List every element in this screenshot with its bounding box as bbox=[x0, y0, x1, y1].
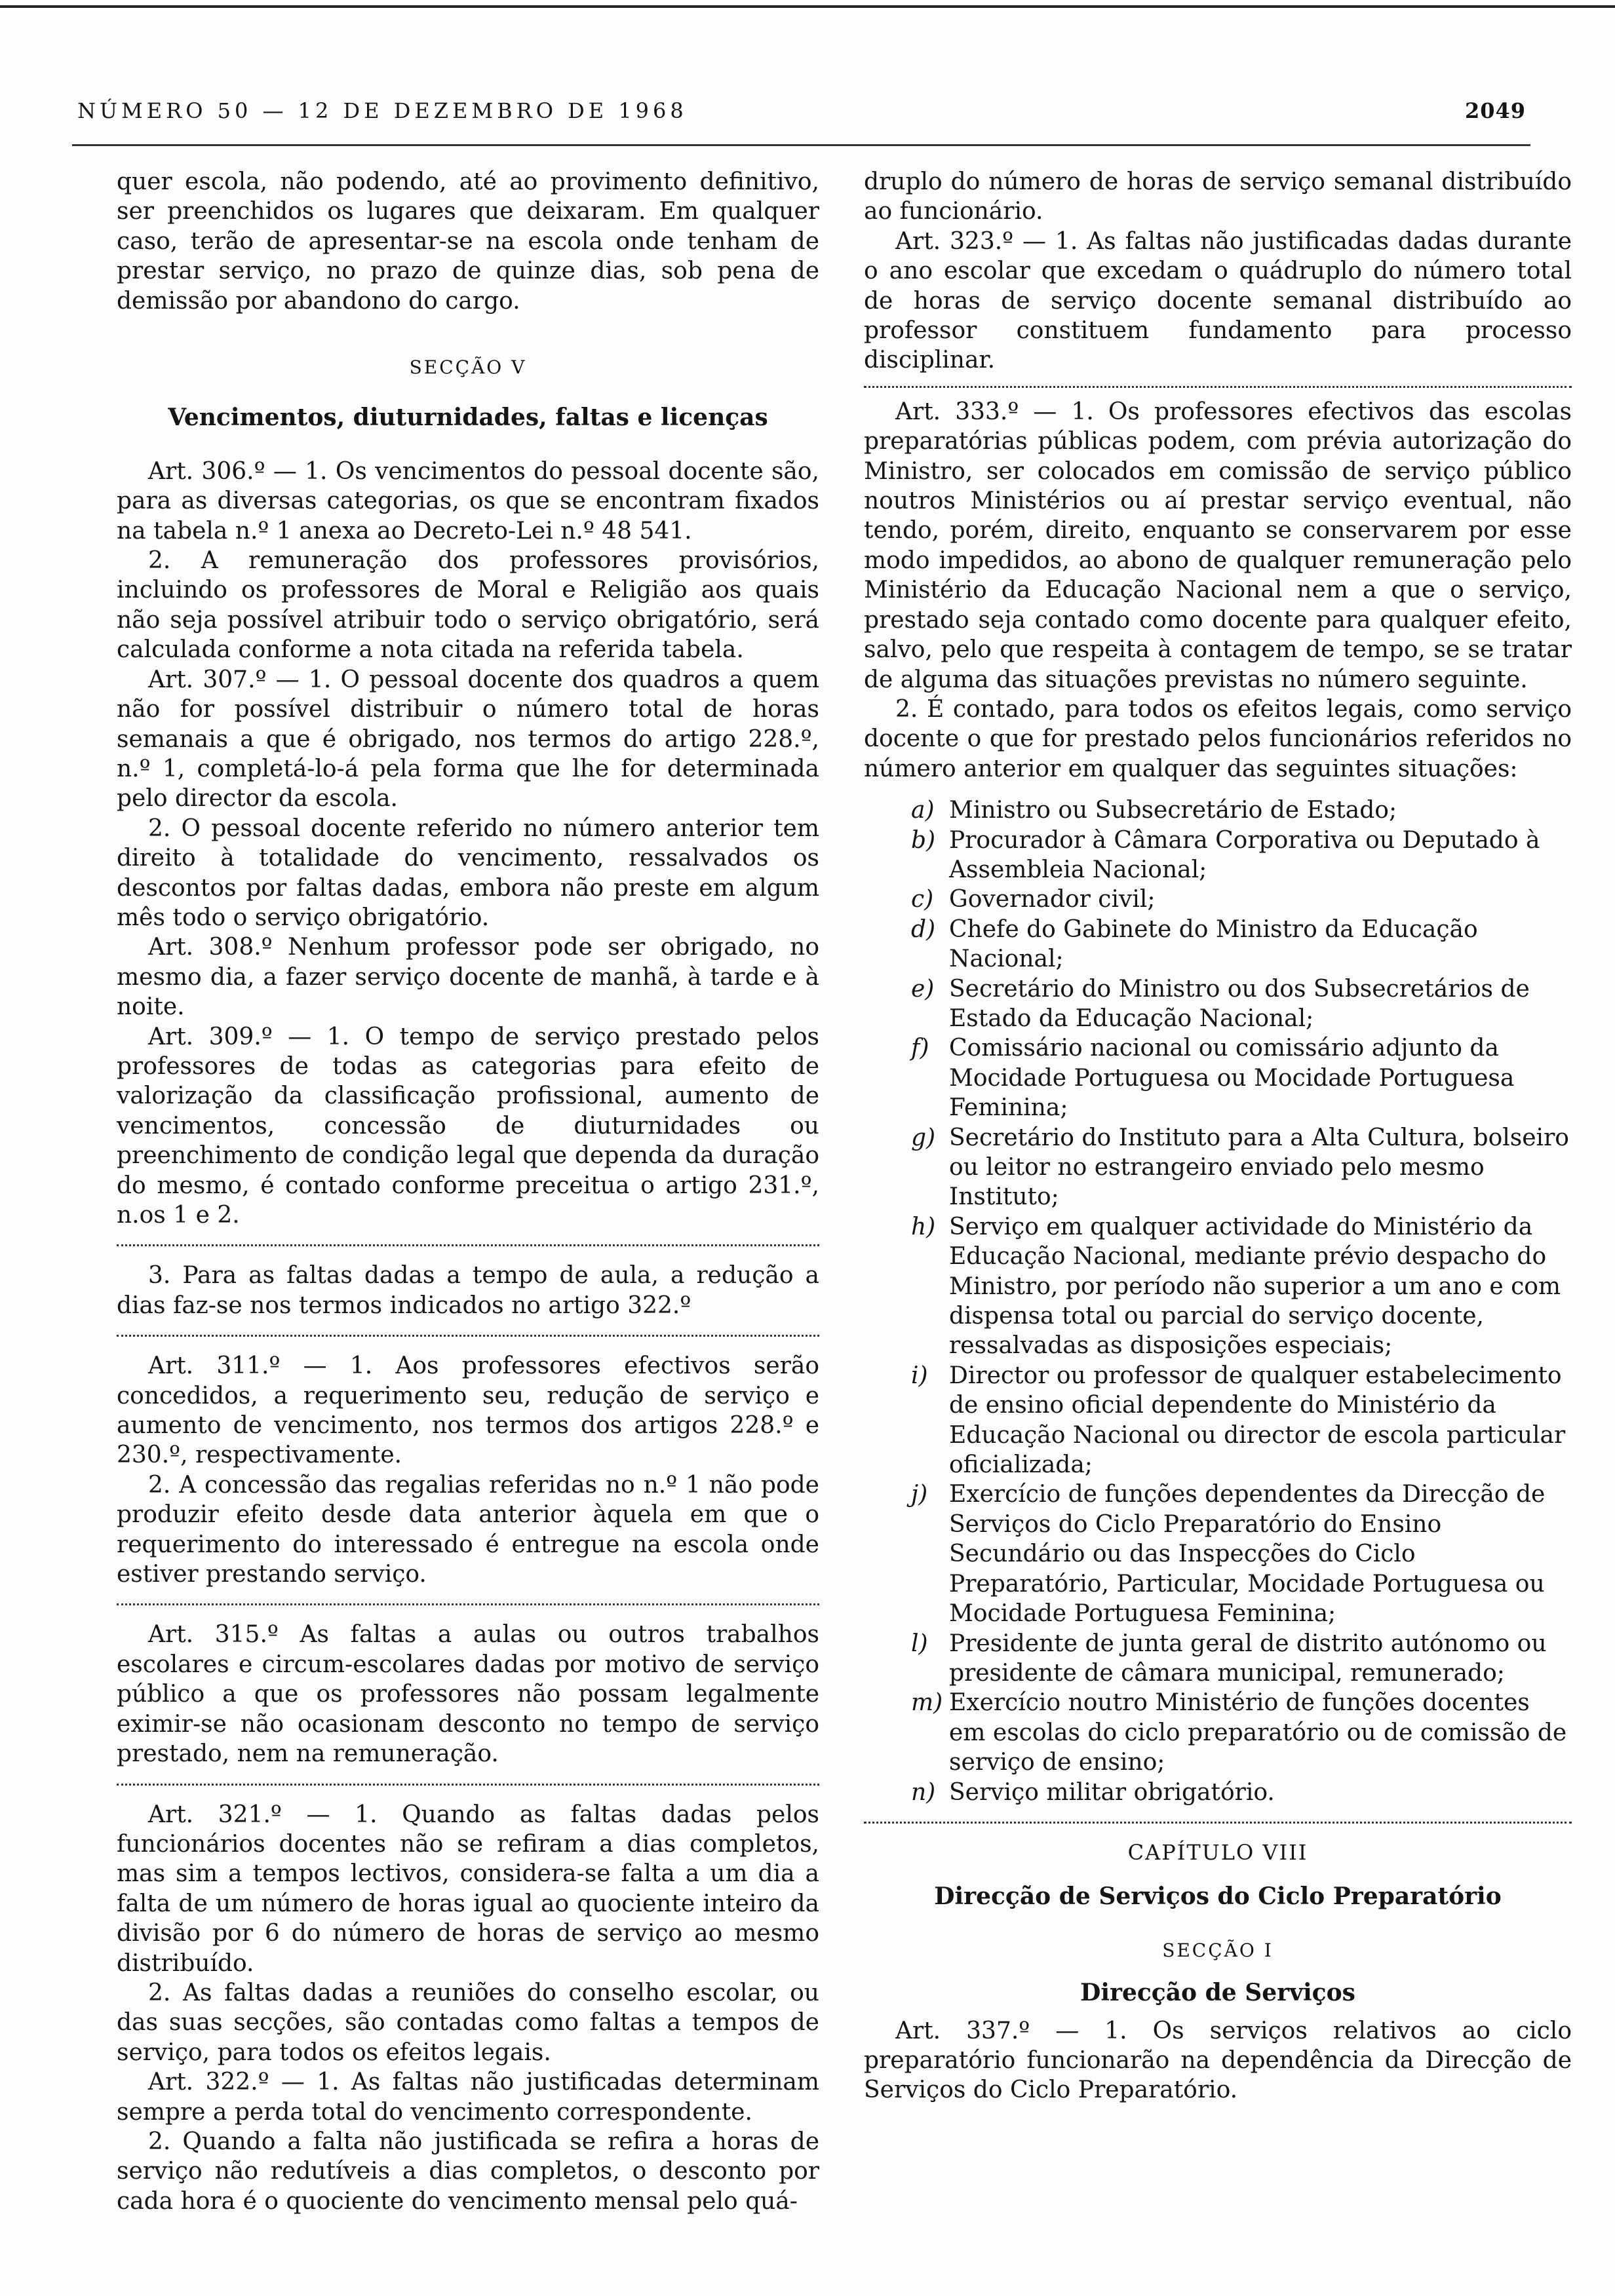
list-item: b) Procurador à Câmara Corporativa ou Deputado à Assembleia Nacional; bbox=[911, 826, 1540, 883]
list-item: l) Presidente de junta geral de distrito autónomo ou presidente de câmara municipal, remunerado; bbox=[911, 1630, 1547, 1687]
paragraph: 2. A concessão das regalias referidas no n.º 1 não pode produzir efeito desde data anterior àquela em que o requerimento do interessado é entregue na escola onde estiver prestando serviço. bbox=[117, 1471, 819, 1588]
page-number: 2049 bbox=[1464, 98, 1526, 123]
list-item: i) Director ou professor de qualquer estabelecimento de ensino oficial dependente do Ministério da Educação Nacional ou director de escola particular oficializada; bbox=[911, 1362, 1566, 1479]
list-item: g) Secretário do Instituto para a Alta Cultura, bolseiro ou leitor no estrangeiro enviado pelo mesmo Instituto; bbox=[911, 1124, 1569, 1211]
paragraph: 2. É contado, para todos os efeitos legais, como serviço docente o que for prestado pelos funcionários referidos no número anterior em qualquer das seguintes situações: bbox=[864, 695, 1572, 782]
header-rule bbox=[72, 144, 1530, 146]
section-heading: Vencimentos, diuturnidades, faltas e licenças bbox=[168, 404, 768, 432]
paragraph: 2. As faltas dadas a reuniões do conselho escolar, ou das suas secções, são contadas como faltas a tempos de serviço, para todos os efeitos legais. bbox=[117, 1979, 819, 2066]
paragraph: Art. 309.º — 1. O tempo de serviço prestado pelos professores de todas as categorias para efeito de valorização da classificação profissional, aumento de vencimentos, concessão de diuturnidades ou preenchimento de condição legal que dependa da duração do mesmo, é contado conforme preceitua o artigo 231.º, n.os 1 e 2. bbox=[117, 1023, 819, 1229]
paragraph: quer escola, não podendo, até ao provimento definitivo, ser preenchidos os lugares que deixaram. Em qualquer caso, terão de apresentar-se na escola onde tenham de prestar serviço, no prazo de quinze dias, sob pena de demissão por abandono do cargo. bbox=[117, 168, 819, 315]
paragraph: 2. O pessoal docente referido no número anterior tem direito à totalidade do vencimento, ressalvados os descontos por faltas dadas, embora não preste em algum mês todo o serviço obrigatório. bbox=[117, 814, 819, 931]
list-item: m) Exercício noutro Ministério de funções docentes em escolas do ciclo preparatório ou de comissão de serviço de ensino; bbox=[911, 1689, 1567, 1776]
dotted-separator bbox=[117, 1238, 819, 1246]
list-item: f) Comissário nacional ou comissário adjunto da Mocidade Portuguesa ou Mocidade Portuguesa Feminina; bbox=[911, 1035, 1515, 1122]
paragraph: 2. Quando a falta não justificada se refira a horas de serviço não redutíveis a dias completos, o desconto por cada hora é o quociente do vencimento mensal pelo quá- bbox=[117, 2128, 819, 2215]
paragraph: Art. 337.º — 1. Os serviços relativos ao ciclo preparatório funcionarão na dependência da Direcção de Serviços do Ciclo Preparatório. bbox=[864, 2017, 1572, 2104]
section-label: SECÇÃO V bbox=[409, 356, 527, 379]
alinea-list bbox=[864, 795, 1572, 1807]
header-title: NÚMERO 50 — 12 DE DEZEMBRO DE 1968 bbox=[77, 98, 688, 123]
chapter-label: CAPÍTULO VIII bbox=[1127, 1839, 1308, 1865]
dotted-separator bbox=[117, 1597, 819, 1605]
list-item: h) Serviço em qualquer actividade do Ministério da Educação Nacional, mediante prévio despacho do Ministro, por período não superior a um ano e com dispensa total ou parcial do serviço docente, ressalvadas as disposições especiais; bbox=[911, 1213, 1561, 1360]
paragraph: Art. 308.º Nenhum professor pode ser obrigado, no mesmo dia, a fazer serviço docente de manhã, à tarde e à noite. bbox=[117, 934, 819, 1021]
list-item: a) Ministro ou Subsecretário de Estado; bbox=[911, 797, 1397, 824]
paragraph: Art. 322.º — 1. As faltas não justificadas determinam sempre a perda total do vencimento correspondente. bbox=[117, 2069, 819, 2126]
paragraph: 2. A remuneração dos professores provisórios, incluindo os professores de Moral e Religião aos quais não seja possível atribuir todo o serviço obrigatório, será calculada conforme a nota citada na referida tabela. bbox=[117, 547, 819, 664]
list-item: j) Exercício de funções dependentes da Direcção de Serviços do Ciclo Preparatório do Ensino Secundário ou das Inspecções do Ciclo Preparatório, Particular, Mocidade Portuguesa ou Mocidade Portuguesa Feminina; bbox=[911, 1481, 1546, 1628]
paragraph: Art. 323.º — 1. As faltas não justificadas dadas durante o ano escolar que excedam o quádruplo do número total de horas de serviço docente semanal distribuído ao professor constituem fundamento para processo disciplinar. bbox=[864, 227, 1572, 374]
list-item: n) Serviço militar obrigatório. bbox=[911, 1778, 1275, 1806]
paragraph: Art. 315.º As faltas a aulas ou outros trabalhos escolares e circum-escolares dadas por motivo de serviço público a que os professores não possam legalmente eximir-se não ocasionam desconto no tempo de serviço prestado, nem na remuneração. bbox=[117, 1621, 819, 1768]
paragraph: Art. 307.º — 1. O pessoal docente dos quadros a quem não for possível distribuir o número total de horas semanais a que é obrigado, nos termos do artigo 228.º, n.º 1, completá-lo-á pela forma que lhe for determinada pelo director da escola. bbox=[117, 666, 819, 813]
chapter-heading: Direcção de Serviços do Ciclo Preparatório bbox=[934, 1883, 1502, 1911]
paragraph: Art. 333.º — 1. Os professores efectivos das escolas preparatórias públicas podem, com prévia autorização do Ministro, ser colocados em comissão de serviço público noutros Ministérios ou aí prestar serviço eventual, não tendo, porém, direito, enquanto se conservarem por esse modo impedidos, ao abono de qualquer remuneração pelo Ministério da Educação Nacional nem a que o serviço, prestado seja contado como docente para qualquer efeito, salvo, pelo que respeita à contagem de tempo, se se tratar de alguma das situações previstas no número seguinte. bbox=[864, 398, 1572, 693]
dotted-separator bbox=[864, 379, 1572, 388]
left-column bbox=[117, 167, 819, 2216]
paragraph: druplo do número de horas de serviço semanal distribuído ao funcionário. bbox=[864, 168, 1572, 225]
list-item: d) Chefe do Gabinete do Ministro da Educação Nacional; bbox=[911, 915, 1478, 973]
paragraph: Art. 311.º — 1. Aos professores efectivos serão concedidos, a requerimento seu, redução de serviço e aumento de vencimento, nos termos dos artigos 228.º e 230.º, respectivamente. bbox=[117, 1352, 819, 1469]
section-heading: Direcção de Serviços bbox=[1080, 1979, 1355, 2007]
dotted-separator bbox=[117, 1328, 819, 1337]
top-border bbox=[0, 5, 1615, 8]
dotted-separator bbox=[117, 1777, 819, 1786]
paragraph: 3. Para as faltas dadas a tempo de aula, a redução a dias faz-se nos termos indicados no artigo 322.º bbox=[117, 1262, 819, 1319]
paragraph: Art. 321.º — 1. Quando as faltas dadas pelos funcionários docentes não se refiram a dias completos, mas sim a tempos lectivos, considera-se falta a um dia a falta de um número de horas igual ao quociente inteiro da divisão por 6 do número de horas de serviço ao mesmo distribuído. bbox=[117, 1801, 819, 1977]
list-item: e) Secretário do Ministro ou dos Subsecretários de Estado da Educação Nacional; bbox=[911, 975, 1530, 1032]
paragraph: Art. 306.º — 1. Os vencimentos do pessoal docente são, para as diversas categorias, os que se encontram fixados na tabela n.º 1 anexa ao Decreto-Lei n.º 48 541. bbox=[117, 457, 819, 545]
right-column bbox=[864, 167, 1572, 2105]
page-header bbox=[77, 98, 1526, 123]
list-item: c) Governador civil; bbox=[911, 886, 1156, 913]
section-label: SECÇÃO I bbox=[1162, 1939, 1274, 1961]
dotted-separator bbox=[864, 1815, 1572, 1824]
